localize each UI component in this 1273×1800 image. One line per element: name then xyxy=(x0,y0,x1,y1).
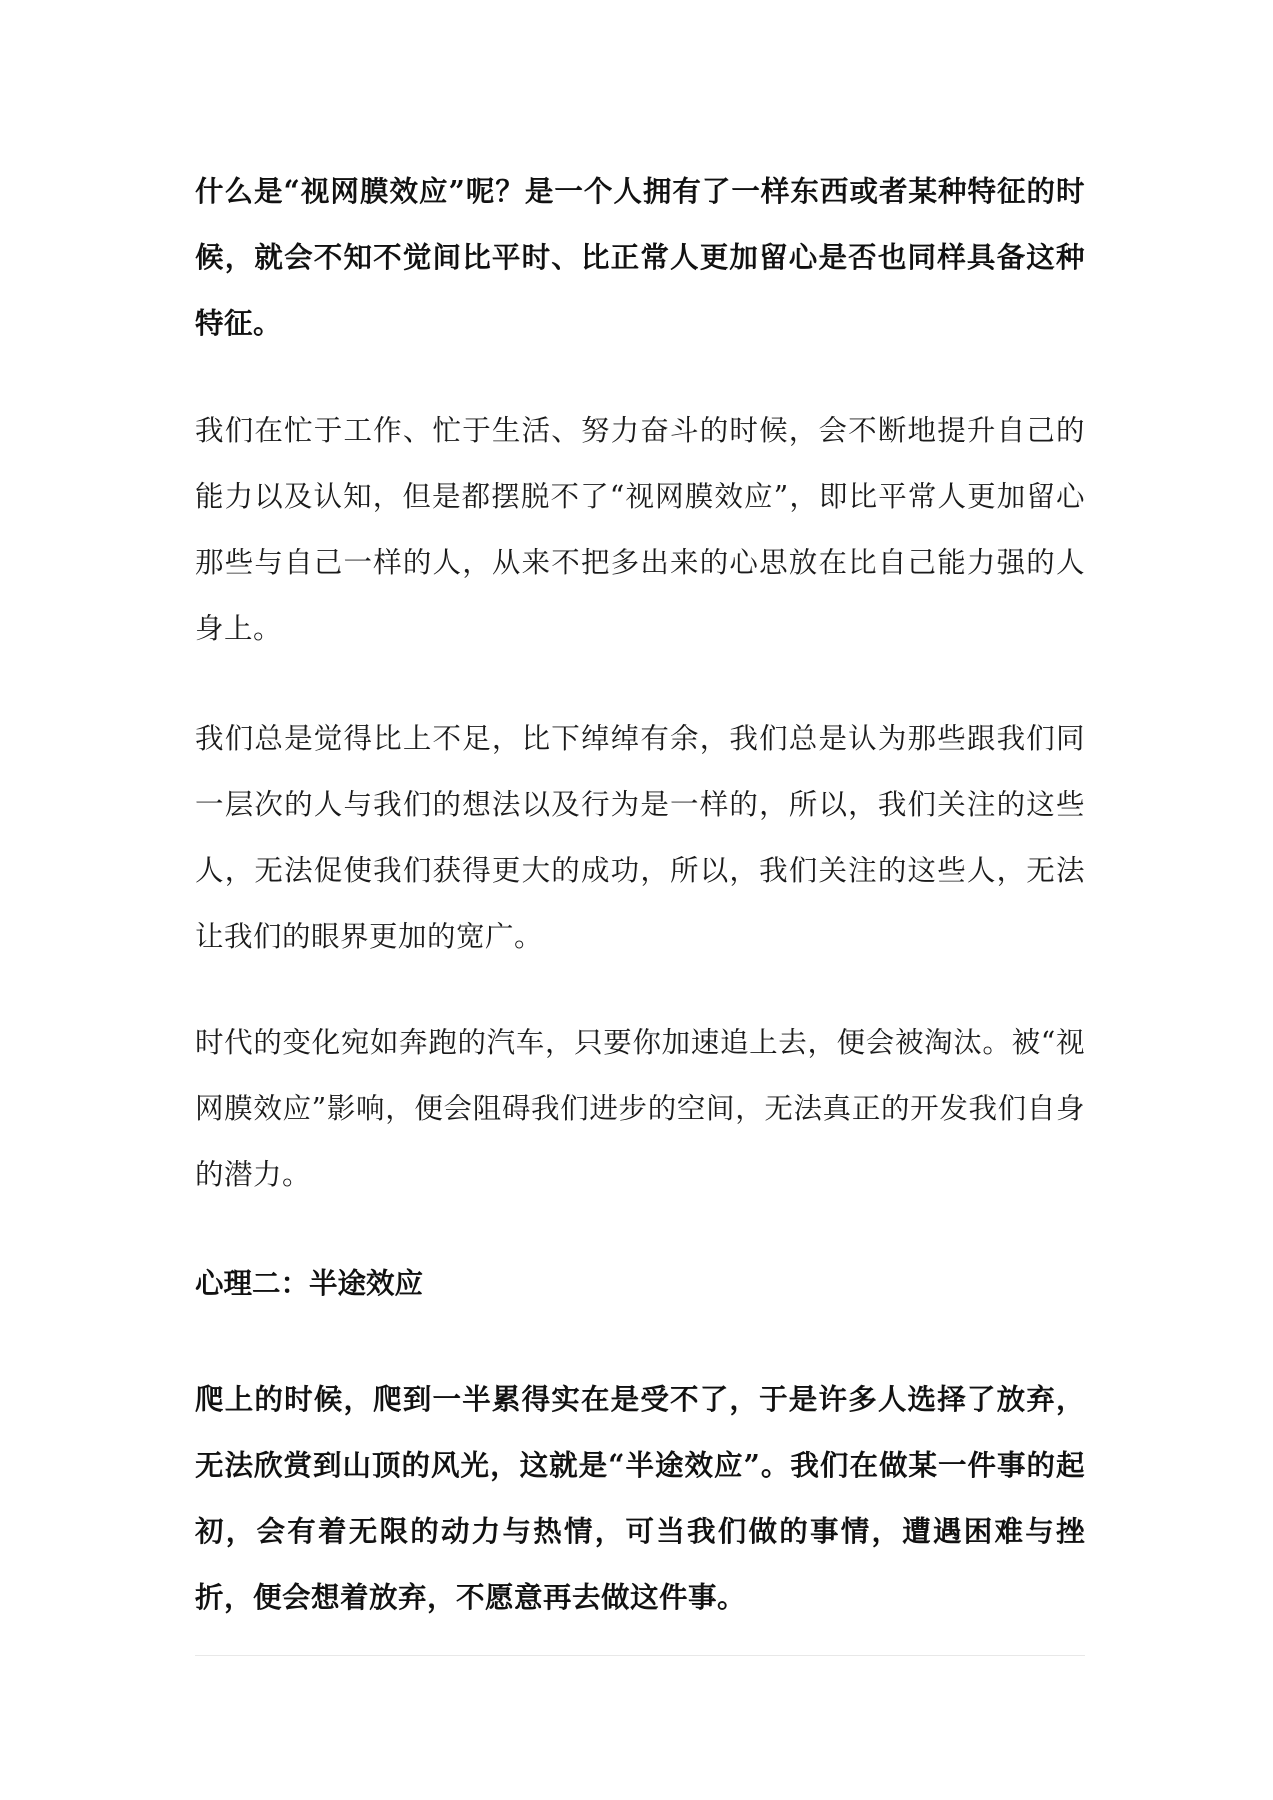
paragraph-retina-effect-definition: 什么是“视网膜效应”呢？是一个人拥有了一样东西或者某种特征的时候，就会不知不觉间比平时、比正常人更加留心是否也同样具备这种特征。 xyxy=(195,174,1085,340)
paragraph-halfway-effect: 爬上的时候，爬到一半累得实在是受不了，于是许多人选择了放弃，无法欣赏到山顶的风光，这就是“半途效应”。我们在做某一件事的起初，会有着无限的动力与热情，可当我们做的事情，遭遇困难与挫折，便会想着放弃，不愿意再去做这件事。 xyxy=(195,1382,1085,1614)
divider-line xyxy=(195,1655,1085,1656)
paragraph-changing-times: 时代的变化宛如奔跑的汽车，只要你加速追上去，便会被淘汰。被“视网膜效应”影响，便会阻碍我们进步的空间，无法真正的开发我们自身的潜力。 xyxy=(195,1026,1085,1191)
paragraph-self-improvement: 我们在忙于工作、忙于生活、努力奋斗的时候，会不断地提升自己的能力以及认知，但是都摆脱不了“视网膜效应”，即比平常人更加留心那些与自己一样的人，从来不把多出来的心思放在比自己能力强的人身上。 xyxy=(195,414,1085,645)
section-heading-halfway-effect: 心理二：半途效应 xyxy=(195,1266,424,1300)
paragraph-same-level-people: 我们总是觉得比上不足，比下绰绰有余，我们总是认为那些跟我们同一层次的人与我们的想法以及行为是一样的，所以，我们关注的这些人，无法促使我们获得更大的成功，所以，我们关注的这些人，无法让我们的眼界更加的宽广。 xyxy=(195,722,1085,953)
